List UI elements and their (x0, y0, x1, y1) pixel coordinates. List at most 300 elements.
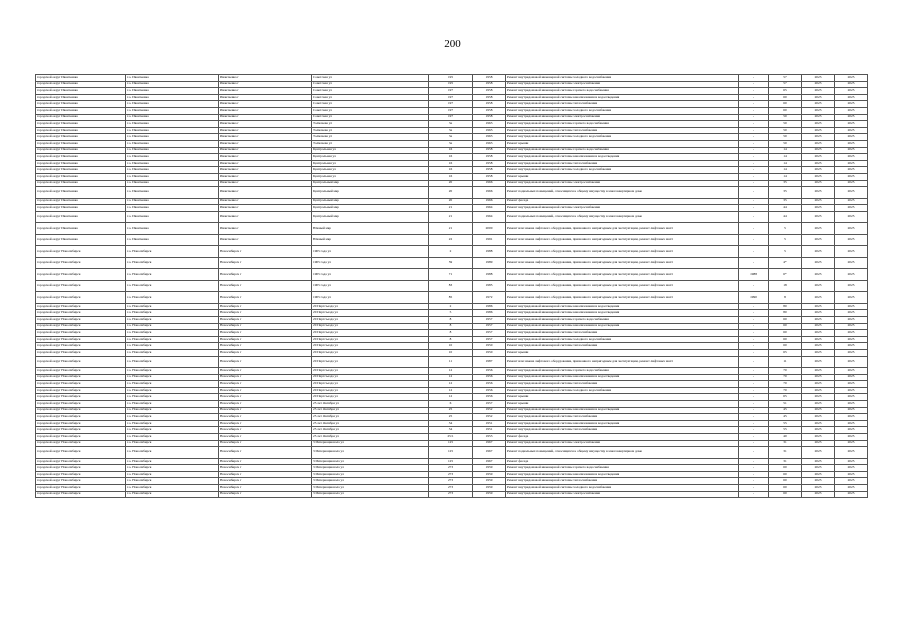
settlement-cell: Ивантеевка г (219, 167, 312, 174)
renovation-year-cell: - (739, 257, 769, 269)
build-year-cell: 1967 (473, 458, 506, 465)
settlement-cell: Ивантеевка г (219, 205, 312, 212)
start-year-cell: 2023 (802, 160, 835, 167)
house-number-cell: 12 (429, 368, 473, 375)
end-year-cell: 2025 (835, 471, 868, 478)
work-type-cell: Ремонт внутридомовой инженерной системы канализования и водоотведения (506, 303, 739, 310)
build-year-cell: 1987 (473, 356, 506, 368)
municipality-cell: городской округ Новосибирск (36, 394, 126, 401)
build-year-cell: 1958 (473, 75, 506, 82)
planned-year-cell: 60 (769, 485, 802, 492)
house-number-cell: 3а (429, 127, 473, 134)
district-cell: г.о. Новосибирск (126, 440, 219, 447)
build-year-cell: 1958 (473, 167, 506, 174)
end-year-cell: 2025 (835, 81, 868, 88)
renovation-year-cell: - (739, 198, 769, 205)
municipality-cell: городской округ Ивантеевка (36, 211, 126, 223)
work-type-cell: Ремонт внутридомовой инженерной системы канализования и водоотведения (506, 374, 739, 381)
renovation-year-cell: - (739, 173, 769, 180)
table-row (36, 401, 868, 408)
municipality-cell: городской округ Ивантеевка (36, 127, 126, 134)
house-number-cell: 16 (429, 173, 473, 180)
settlement-cell: Ивантеевка г (219, 154, 312, 161)
street-cell: Советская ул (312, 88, 429, 95)
build-year-cell: 1963 (473, 140, 506, 147)
street-cell: 3 Интернационала ул (312, 447, 429, 459)
end-year-cell: 2025 (835, 167, 868, 174)
work-type-cell: Ремонт внутридомовой инженерной системы теплоснабжения (506, 160, 739, 167)
district-cell: г.о. Новосибирск (126, 485, 219, 492)
end-year-cell: 2025 (835, 180, 868, 187)
settlement-cell: Новосибирск г (219, 394, 312, 401)
renovation-year-cell: - (739, 433, 769, 440)
table-row (36, 154, 868, 161)
settlement-cell: Новосибирск г (219, 471, 312, 478)
table-row (36, 75, 868, 82)
planned-year-cell: 5 (769, 246, 802, 258)
municipality-cell: городской округ Новосибирск (36, 420, 126, 427)
planned-year-cell: 6* (769, 269, 802, 281)
build-year-cell: 1951 (473, 420, 506, 427)
end-year-cell: 2025 (835, 107, 868, 114)
municipality-cell: городской округ Новосибирск (36, 303, 126, 310)
settlement-cell: Ивантеевка г (219, 211, 312, 223)
municipality-cell: городской округ Ивантеевка (36, 147, 126, 154)
start-year-cell: 2023 (802, 336, 835, 343)
table-row (36, 160, 868, 167)
street-cell: Советская ул (312, 75, 429, 82)
renovation-year-cell: - (739, 440, 769, 447)
start-year-cell: 2023 (802, 292, 835, 304)
municipality-cell: городской округ Новосибирск (36, 471, 126, 478)
street-cell: 20 Партсъезда ул (312, 381, 429, 388)
planned-year-cell: 60 (769, 94, 802, 101)
table-row (36, 310, 868, 317)
planned-year-cell: 50 (769, 127, 802, 134)
municipality-cell: городской округ Ивантеевка (36, 81, 126, 88)
house-number-cell: 197 (429, 107, 473, 114)
planned-year-cell: 31 (769, 458, 802, 465)
settlement-cell: Ивантеевка г (219, 198, 312, 205)
settlement-cell: Новосибирск г (219, 269, 312, 281)
end-year-cell: 2025 (835, 246, 868, 258)
planned-year-cell: 40 (769, 433, 802, 440)
start-year-cell: 2023 (802, 88, 835, 95)
house-number-cell: 59 (429, 257, 473, 269)
planned-year-cell: 80 (769, 303, 802, 310)
start-year-cell: 2023 (802, 280, 835, 292)
planned-year-cell: 70 (769, 387, 802, 394)
work-type-cell: Ремонт или замена лифтового оборудования, признанного непригодным для эксплуатации, ремонт лифтовых шахт (506, 223, 739, 235)
street-cell: 1905 года ул (312, 269, 429, 281)
end-year-cell: 2025 (835, 343, 868, 350)
start-year-cell: 2023 (802, 75, 835, 82)
build-year-cell: 1952 (473, 407, 506, 414)
end-year-cell: 2025 (835, 134, 868, 141)
district-cell: г.о. Ивантеевка (126, 173, 219, 180)
street-cell: 3 Интернационала ул (312, 458, 429, 465)
renovation-year-cell: - (739, 234, 769, 246)
renovation-year-cell: - (739, 368, 769, 375)
end-year-cell: 2025 (835, 420, 868, 427)
house-number-cell: 34 (429, 427, 473, 434)
street-cell: Толмачева ул (312, 140, 429, 147)
house-number-cell: 85 (429, 292, 473, 304)
district-cell: г.о. Ивантеевка (126, 205, 219, 212)
municipality-cell: городской округ Новосибирск (36, 310, 126, 317)
end-year-cell: 2025 (835, 485, 868, 492)
table-row (36, 465, 868, 472)
settlement-cell: Новосибирск г (219, 381, 312, 388)
settlement-cell: Ивантеевка г (219, 223, 312, 235)
build-year-cell: 1952 (473, 414, 506, 421)
house-number-cell: 12 (429, 394, 473, 401)
settlement-cell: Ивантеевка г (219, 147, 312, 154)
table-row (36, 349, 868, 356)
work-type-cell: Ремонт внутридомовой инженерной системы канализования и водоотведения (506, 310, 739, 317)
settlement-cell: Новосибирск г (219, 447, 312, 459)
build-year-cell: 1958 (473, 114, 506, 121)
build-year-cell: 1958 (473, 154, 506, 161)
build-year-cell: 1985 (473, 280, 506, 292)
start-year-cell: 2023 (802, 485, 835, 492)
table-row (36, 368, 868, 375)
municipality-cell: городской округ Ивантеевка (36, 234, 126, 246)
build-year-cell: 1956 (473, 387, 506, 394)
settlement-cell: Новосибирск г (219, 330, 312, 337)
start-year-cell: 2023 (802, 107, 835, 114)
house-number-cell: 16 (429, 167, 473, 174)
municipality-cell: городской округ Ивантеевка (36, 223, 126, 235)
settlement-cell: Ивантеевка г (219, 107, 312, 114)
settlement-cell: Ивантеевка г (219, 173, 312, 180)
street-cell: Центральная ул (312, 154, 429, 161)
settlement-cell: Новосибирск г (219, 323, 312, 330)
house-number-cell: 273 (429, 485, 473, 492)
settlement-cell: Новосибирск г (219, 387, 312, 394)
build-year-cell: 1957 (473, 323, 506, 330)
end-year-cell: 2025 (835, 257, 868, 269)
district-cell: г.о. Новосибирск (126, 330, 219, 337)
planned-year-cell: 44 (769, 211, 802, 223)
house-number-cell: 20 (429, 187, 473, 199)
end-year-cell: 2025 (835, 114, 868, 121)
work-type-cell: Ремонт внутридомовой инженерной системы холодного водоснабжения (506, 167, 739, 174)
work-type-cell: Ремонт внутридомовой инженерной системы холодного водоснабжения (506, 75, 739, 82)
municipality-cell: городской округ Новосибирск (36, 407, 126, 414)
work-type-cell: Ремонт внутридомовой инженерной системы электроснабжения (506, 205, 739, 212)
work-type-cell: Ремонт внутридомовой инженерной системы теплоснабжения (506, 343, 739, 350)
municipality-cell: городской округ Ивантеевка (36, 101, 126, 108)
table-row (36, 447, 868, 459)
work-type-cell: Ремонт внутридомовой инженерной системы электроснабжения (506, 491, 739, 498)
municipality-cell: городской округ Ивантеевка (36, 180, 126, 187)
municipality-cell: городской округ Новосибирск (36, 447, 126, 459)
build-year-cell: 1958 (473, 173, 506, 180)
build-year-cell: 1966 (473, 187, 506, 199)
planned-year-cell: 35 (769, 198, 802, 205)
municipality-cell: городской округ Новосибирск (36, 292, 126, 304)
works-table-container (35, 74, 867, 498)
work-type-cell: Ремонт внутридомовой инженерной системы канализования и водоотведения (506, 420, 739, 427)
settlement-cell: Новосибирск г (219, 356, 312, 368)
build-year-cell: 1963 (473, 121, 506, 128)
settlement-cell: Новосибирск г (219, 374, 312, 381)
table-row (36, 323, 868, 330)
build-year-cell: 1958 (473, 81, 506, 88)
start-year-cell: 2023 (802, 94, 835, 101)
start-year-cell: 2023 (802, 127, 835, 134)
end-year-cell: 2025 (835, 147, 868, 154)
municipality-cell: городской округ Новосибирск (36, 440, 126, 447)
district-cell: г.о. Ивантеевка (126, 88, 219, 95)
start-year-cell: 2023 (802, 134, 835, 141)
house-number-cell: 273 (429, 471, 473, 478)
municipality-cell: городской округ Ивантеевка (36, 134, 126, 141)
planned-year-cell: 14 (769, 154, 802, 161)
planned-year-cell: 60 (769, 491, 802, 498)
renovation-year-cell: - (739, 485, 769, 492)
district-cell: г.о. Новосибирск (126, 458, 219, 465)
start-year-cell: 2023 (802, 269, 835, 281)
start-year-cell: 2023 (802, 343, 835, 350)
work-type-cell: Ремонт подвальных помещений, относящихся к общему имуществу в многоквартирном доме (506, 447, 739, 459)
table-row (36, 343, 868, 350)
renovation-year-cell: - (739, 205, 769, 212)
start-year-cell: 2023 (802, 356, 835, 368)
start-year-cell: 2023 (802, 387, 835, 394)
district-cell: г.о. Новосибирск (126, 368, 219, 375)
house-number-cell: 8 (429, 316, 473, 323)
district-cell: г.о. Новосибирск (126, 387, 219, 394)
planned-year-cell: 35 (769, 187, 802, 199)
renovation-year-cell: - (739, 154, 769, 161)
municipality-cell: городской округ Ивантеевка (36, 160, 126, 167)
municipality-cell: городской округ Ивантеевка (36, 121, 126, 128)
table-row (36, 427, 868, 434)
work-type-cell: Ремонт внутридомовой инженерной системы электроснабжения (506, 114, 739, 121)
house-number-cell: 273 (429, 491, 473, 498)
house-number-cell: 12 (429, 374, 473, 381)
build-year-cell: 1957 (473, 316, 506, 323)
house-number-cell: 12 (429, 381, 473, 388)
district-cell: г.о. Новосибирск (126, 471, 219, 478)
start-year-cell: 2023 (802, 180, 835, 187)
street-cell: 20 Партсъезда ул (312, 310, 429, 317)
house-number-cell: 125 (429, 440, 473, 447)
work-type-cell: Ремонт крыши (506, 394, 739, 401)
district-cell: г.о. Новосибирск (126, 280, 219, 292)
start-year-cell: 2023 (802, 381, 835, 388)
table-row (36, 94, 868, 101)
table-row (36, 211, 868, 223)
planned-year-cell: 14 (769, 160, 802, 167)
renovation-year-cell: - (739, 147, 769, 154)
street-cell: Центральный мкр (312, 211, 429, 223)
house-number-cell: 3а (429, 134, 473, 141)
end-year-cell: 2025 (835, 173, 868, 180)
build-year-cell: 1967 (473, 447, 506, 459)
renovation-year-cell: - (739, 88, 769, 95)
start-year-cell: 2023 (802, 257, 835, 269)
district-cell: г.о. Новосибирск (126, 310, 219, 317)
planned-year-cell: 60 (769, 465, 802, 472)
settlement-cell: Новосибирск г (219, 336, 312, 343)
table-row (36, 81, 868, 88)
table-row (36, 478, 868, 485)
end-year-cell: 2025 (835, 414, 868, 421)
start-year-cell: 2023 (802, 440, 835, 447)
renovation-year-cell: - (739, 381, 769, 388)
start-year-cell: 2023 (802, 447, 835, 459)
end-year-cell: 2025 (835, 401, 868, 408)
work-type-cell: Ремонт внутридомовой инженерной системы холодного водоснабжения (506, 387, 739, 394)
work-type-cell: Ремонт или замена лифтового оборудования, признанного непригодным для эксплуатации, ремонт лифтовых шахт (506, 269, 739, 281)
work-type-cell: Ремонт внутридомовой инженерной системы горячего водоснабжения (506, 121, 739, 128)
planned-year-cell: 31 (769, 440, 802, 447)
table-row (36, 205, 868, 212)
build-year-cell: 1958 (473, 147, 506, 154)
street-cell: 20 Партсъезда ул (312, 330, 429, 337)
start-year-cell: 2023 (802, 433, 835, 440)
work-type-cell: Ремонт подвальных помещений, относящихся к общему имуществу в многоквартирном доме (506, 211, 739, 223)
end-year-cell: 2025 (835, 374, 868, 381)
district-cell: г.о. Новосибирск (126, 246, 219, 258)
house-number-cell: 12 (429, 387, 473, 394)
end-year-cell: 2025 (835, 394, 868, 401)
renovation-year-cell: - (739, 187, 769, 199)
work-type-cell: Ремонт фасада (506, 433, 739, 440)
planned-year-cell: 44 (769, 205, 802, 212)
street-cell: 1905 года ул (312, 280, 429, 292)
settlement-cell: Ивантеевка г (219, 234, 312, 246)
planned-year-cell: 57 (769, 75, 802, 82)
house-number-cell: 25/1 (429, 433, 473, 440)
table-row (36, 420, 868, 427)
work-type-cell: Ремонт внутридомовой инженерной системы канализования и водоотведения (506, 154, 739, 161)
start-year-cell: 2023 (802, 246, 835, 258)
renovation-year-cell: - (739, 387, 769, 394)
municipality-cell: городской округ Новосибирск (36, 414, 126, 421)
work-type-cell: Ремонт внутридомовой инженерной системы теплоснабжения (506, 127, 739, 134)
renovation-year-cell: - (739, 471, 769, 478)
end-year-cell: 2025 (835, 440, 868, 447)
house-number-cell: 273 (429, 478, 473, 485)
table-row (36, 173, 868, 180)
settlement-cell: Ивантеевка г (219, 134, 312, 141)
street-cell: 3 Интернационала ул (312, 485, 429, 492)
work-type-cell: Ремонт внутридомовой инженерной системы теплоснабжения (506, 414, 739, 421)
municipality-cell: городской округ Новосибирск (36, 356, 126, 368)
municipality-cell: городской округ Новосибирск (36, 465, 126, 472)
renovation-year-cell: - (739, 127, 769, 134)
district-cell: г.о. Новосибирск (126, 316, 219, 323)
work-type-cell: Ремонт или замена лифтового оборудования, признанного непригодным для эксплуатации, ремонт лифтовых шахт (506, 234, 739, 246)
work-type-cell: Ремонт внутридомовой инженерной системы канализования и водоотведения (506, 471, 739, 478)
settlement-cell: Ивантеевка г (219, 121, 312, 128)
house-number-cell: 10 (429, 343, 473, 350)
street-cell: 20 Партсъезда ул (312, 303, 429, 310)
work-type-cell: Ремонт внутридомовой инженерной системы электроснабжения (506, 81, 739, 88)
district-cell: г.о. Ивантеевка (126, 140, 219, 147)
planned-year-cell: 60 (769, 336, 802, 343)
street-cell: 25 лет Октября ул (312, 427, 429, 434)
start-year-cell: 2023 (802, 427, 835, 434)
work-type-cell: Ремонт фасада (506, 198, 739, 205)
district-cell: г.о. Ивантеевка (126, 187, 219, 199)
municipality-cell: городской округ Новосибирск (36, 349, 126, 356)
end-year-cell: 2025 (835, 75, 868, 82)
district-cell: г.о. Ивантеевка (126, 134, 219, 141)
start-year-cell: 2023 (802, 310, 835, 317)
street-cell: 20 Партсъезда ул (312, 394, 429, 401)
planned-year-cell: 60 (769, 107, 802, 114)
street-cell: Центральный мкр (312, 187, 429, 199)
build-year-cell: 1991 (473, 234, 506, 246)
planned-year-cell: 60 (769, 323, 802, 330)
house-number-cell: 71 (429, 269, 473, 281)
build-year-cell: 1963 (473, 134, 506, 141)
street-cell: 1905 года ул (312, 246, 429, 258)
end-year-cell: 2025 (835, 101, 868, 108)
street-cell: 20 Партсъезда ул (312, 356, 429, 368)
planned-year-cell: 14 (769, 167, 802, 174)
build-year-cell: 1956 (473, 381, 506, 388)
house-number-cell: 22 (429, 234, 473, 246)
table-row (36, 458, 868, 465)
municipality-cell: городской округ Новосибирск (36, 330, 126, 337)
table-row (36, 187, 868, 199)
municipality-cell: городской округ Новосибирск (36, 387, 126, 394)
planned-year-cell: 55 (769, 420, 802, 427)
house-number-cell: 8 (429, 336, 473, 343)
house-number-cell: 11 (429, 356, 473, 368)
table-row (36, 491, 868, 498)
build-year-cell: 2000 (473, 223, 506, 235)
renovation-year-cell: - (739, 94, 769, 101)
district-cell: г.о. Новосибирск (126, 401, 219, 408)
table-row (36, 336, 868, 343)
house-number-cell: 21 (429, 205, 473, 212)
table-row (36, 330, 868, 337)
start-year-cell: 2023 (802, 173, 835, 180)
planned-year-cell: 70 (769, 381, 802, 388)
settlement-cell: Новосибирск г (219, 310, 312, 317)
planned-year-cell: 55 (769, 427, 802, 434)
planned-year-cell: 50 (769, 134, 802, 141)
table-row (36, 269, 868, 281)
municipality-cell: городской округ Новосибирск (36, 374, 126, 381)
settlement-cell: Новосибирск г (219, 349, 312, 356)
street-cell: 20 Партсъезда ул (312, 387, 429, 394)
table-row (36, 316, 868, 323)
build-year-cell: 1957 (473, 401, 506, 408)
municipality-cell: городской округ Ивантеевка (36, 140, 126, 147)
house-number-cell: 2 (429, 246, 473, 258)
district-cell: г.о. Ивантеевка (126, 81, 219, 88)
end-year-cell: 2025 (835, 154, 868, 161)
street-cell: 20 Партсъезда ул (312, 349, 429, 356)
municipality-cell: городской округ Новосибирск (36, 427, 126, 434)
street-cell: 20 Партсъезда ул (312, 374, 429, 381)
work-type-cell: Ремонт крыши (506, 140, 739, 147)
district-cell: г.о. Новосибирск (126, 269, 219, 281)
planned-year-cell: 70 (769, 368, 802, 375)
work-type-cell: Ремонт внутридомовой инженерной системы теплоснабжения (506, 427, 739, 434)
municipality-cell: городской округ Ивантеевка (36, 75, 126, 82)
start-year-cell: 2023 (802, 330, 835, 337)
planned-year-cell: 5 (769, 223, 802, 235)
